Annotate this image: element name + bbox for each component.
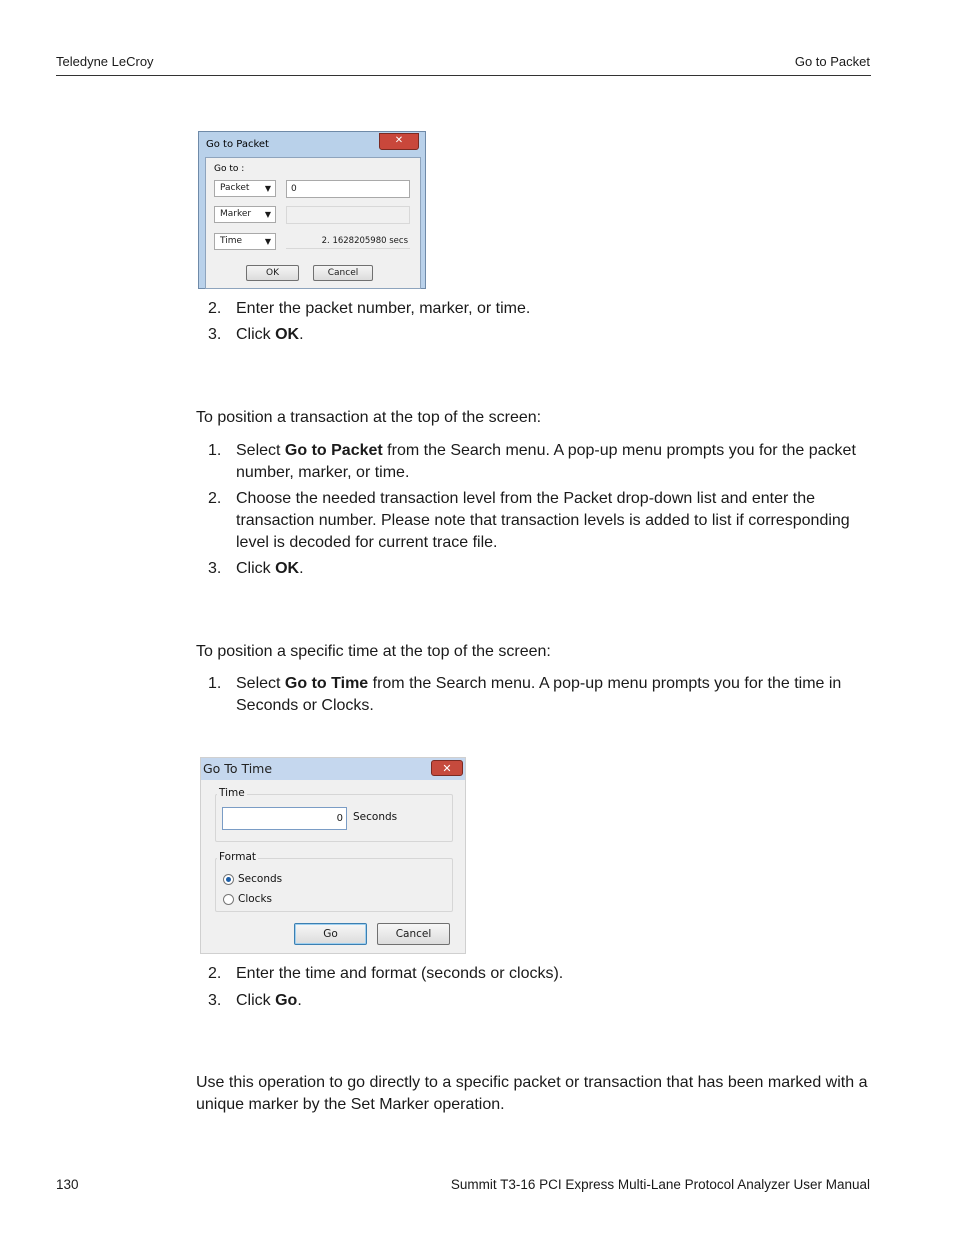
time-input[interactable]: 0 xyxy=(222,807,347,830)
list-text: Enter the packet number, marker, or time. xyxy=(236,300,531,317)
list-number: 1. xyxy=(208,675,222,692)
dialog-title: Go To Time xyxy=(203,761,273,776)
packet-field[interactable]: 0 xyxy=(286,180,410,198)
list-text: Choose the needed transaction level from the Packet drop-down list and enter the transaction number. Please note that transaction levels is added to list if corresponding level is decoded for current trace file. xyxy=(236,490,850,551)
chevron-down-icon: ▼ xyxy=(264,237,271,246)
emphasis: OK xyxy=(275,560,300,577)
list-text: Enter the time and format (seconds or clocks). xyxy=(236,965,564,982)
page-number: 130 xyxy=(56,1177,79,1192)
list-number: 3. xyxy=(208,992,222,1009)
emphasis: Go to Time xyxy=(284,675,369,692)
text-run: Click xyxy=(236,992,276,1009)
close-icon[interactable]: ✕ xyxy=(379,133,419,150)
header-right: Go to Packet xyxy=(794,54,870,69)
text-run: Select xyxy=(236,675,285,692)
list-text xyxy=(236,673,876,717)
text-run: . xyxy=(299,326,304,343)
emphasis: Go to Packet xyxy=(284,442,383,459)
emphasis: Go xyxy=(275,992,298,1009)
time-readout: 2. 1628205980 secs xyxy=(286,233,410,249)
footer-title: Summit T3-16 PCI Express Multi-Lane Protocol Analyzer User Manual xyxy=(450,1177,870,1192)
list-text xyxy=(236,324,876,346)
go-to-packet-dialog xyxy=(198,131,426,289)
text-run: from the Search menu. A pop-up menu prompts you for the packet number, marker, or time. xyxy=(236,442,856,481)
chevron-down-icon: ▼ xyxy=(264,184,271,193)
cancel-button[interactable]: Cancel xyxy=(313,265,373,281)
intro-transaction: To position a transaction at the top of the screen: xyxy=(196,409,542,426)
list-number: 3. xyxy=(208,326,222,343)
time-group-label: Time xyxy=(219,787,245,799)
text-run: Click xyxy=(236,326,276,343)
list-number: 3. xyxy=(208,560,222,577)
go-to-time-dialog xyxy=(200,757,466,954)
go-button[interactable]: Go xyxy=(294,923,367,945)
list-text xyxy=(236,558,876,580)
list-text xyxy=(236,440,876,484)
ok-button[interactable]: OK xyxy=(246,265,299,281)
text-run: Select xyxy=(236,442,285,459)
seconds-unit-label: Seconds xyxy=(353,811,398,823)
marker-combo-label: Marker xyxy=(220,209,252,219)
header-rule xyxy=(56,75,871,76)
marker-field[interactable] xyxy=(286,206,410,224)
clocks-radio[interactable] xyxy=(223,894,234,905)
go-to-label: Go to : xyxy=(214,164,245,174)
close-icon[interactable]: ✕ xyxy=(431,760,463,776)
packet-combo-label: Packet xyxy=(220,183,250,193)
marker-paragraph: Use this operation to go directly to a specific packet or transaction that has been marked with a unique marker by the Set Marker operation. xyxy=(196,1074,868,1113)
dialog-title: Go to Packet xyxy=(206,139,269,150)
header-left: Teledyne LeCroy xyxy=(56,54,154,69)
chevron-down-icon: ▼ xyxy=(264,210,271,219)
list-number: 2. xyxy=(208,300,222,317)
marker-combo[interactable] xyxy=(214,206,276,223)
list-number: 1. xyxy=(208,442,222,459)
text-run: . xyxy=(297,992,302,1009)
time-combo[interactable] xyxy=(214,233,276,250)
seconds-radio[interactable] xyxy=(223,874,234,885)
text-run: from the Search menu. A pop-up menu prompts you for the time in Seconds or Clocks. xyxy=(236,675,842,714)
text-run: Click xyxy=(236,560,276,577)
emphasis: OK xyxy=(275,326,300,343)
clocks-option-label: Clocks xyxy=(238,893,272,905)
intro-time: To position a specific time at the top of the screen: xyxy=(196,643,551,660)
text-run: . xyxy=(299,560,304,577)
seconds-option-label: Seconds xyxy=(238,873,283,885)
format-group-label: Format xyxy=(219,851,257,863)
list-text xyxy=(236,990,876,1012)
list-number: 2. xyxy=(208,965,222,982)
packet-combo[interactable] xyxy=(214,180,276,197)
list-number: 2. xyxy=(208,490,222,507)
time-combo-label: Time xyxy=(220,236,243,246)
cancel-button[interactable]: Cancel xyxy=(377,923,450,945)
